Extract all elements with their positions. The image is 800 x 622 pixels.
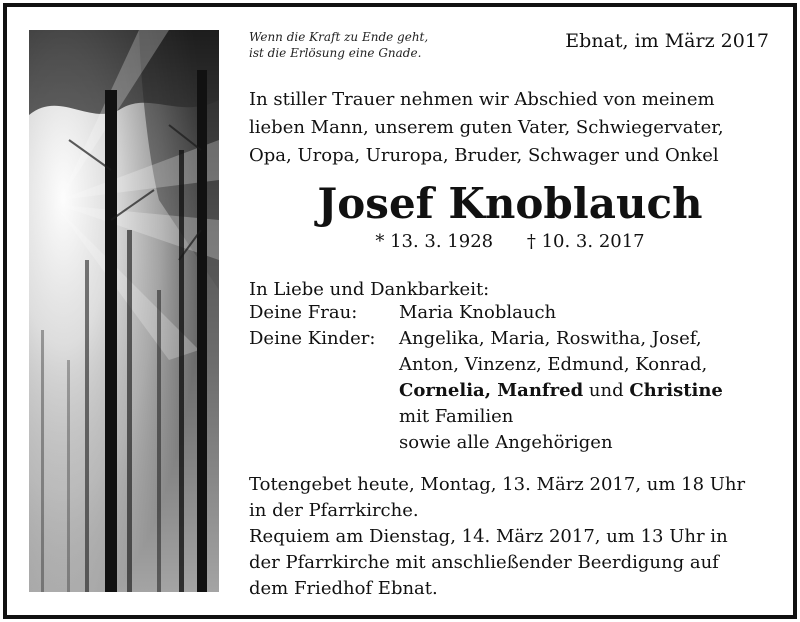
prayer-line: in der Pfarrkirche. — [249, 500, 419, 521]
forest-sunrays-photo — [29, 30, 219, 592]
wife-name: Maria Knoblauch — [399, 302, 557, 323]
children-names: Anton, Vinzenz, Edmund, Konrad, — [399, 354, 708, 375]
deceased-name: Josef Knoblauch — [317, 179, 703, 228]
motto-line: Wenn die Kraft zu Ende geht, — [249, 30, 429, 44]
children-names: Angelika, Maria, Roswitha, Josef, — [399, 328, 702, 349]
mourners-heading: In Liebe und Dankbarkeit: — [249, 279, 490, 300]
children-names — [399, 378, 723, 404]
intro-line: In stiller Trauer nehmen wir Abschied von meinem — [249, 89, 715, 110]
children-and: und — [583, 380, 630, 401]
birth-date: * 13. 3. 1928 — [375, 231, 494, 252]
wife-label: Deine Frau: — [249, 302, 358, 323]
death-date: † 10. 3. 2017 — [526, 231, 645, 252]
place-date: Ebnat, im März 2017 — [565, 30, 769, 52]
children-names-bold: Cornelia, Manfred — [399, 380, 584, 401]
motto-line: ist die Erlösung eine Gnade. — [249, 46, 422, 60]
children-names-bold: Christine — [629, 380, 723, 401]
intro-line: lieben Mann, unserem guten Vater, Schwiegervater, — [249, 117, 724, 138]
intro-text — [249, 86, 773, 170]
requiem-line: dem Friedhof Ebnat. — [249, 578, 438, 599]
motto — [249, 29, 428, 61]
relatives-text: sowie alle Angehörigen — [399, 432, 613, 453]
requiem-line: der Pfarrkirche mit anschließender Beerdigung auf — [249, 552, 719, 573]
prayer-line: Totengebet heute, Montag, 13. März 2017, um 18 Uhr — [249, 474, 746, 495]
service-announcements — [249, 472, 773, 602]
life-dates — [249, 229, 771, 255]
families-text: mit Familien — [399, 406, 514, 427]
intro-line: Opa, Uropa, Ururopa, Bruder, Schwager und Onkel — [249, 145, 719, 166]
children-label: Deine Kinder: — [249, 328, 376, 349]
requiem-line: Requiem am Dienstag, 14. März 2017, um 13 Uhr in — [249, 526, 728, 547]
